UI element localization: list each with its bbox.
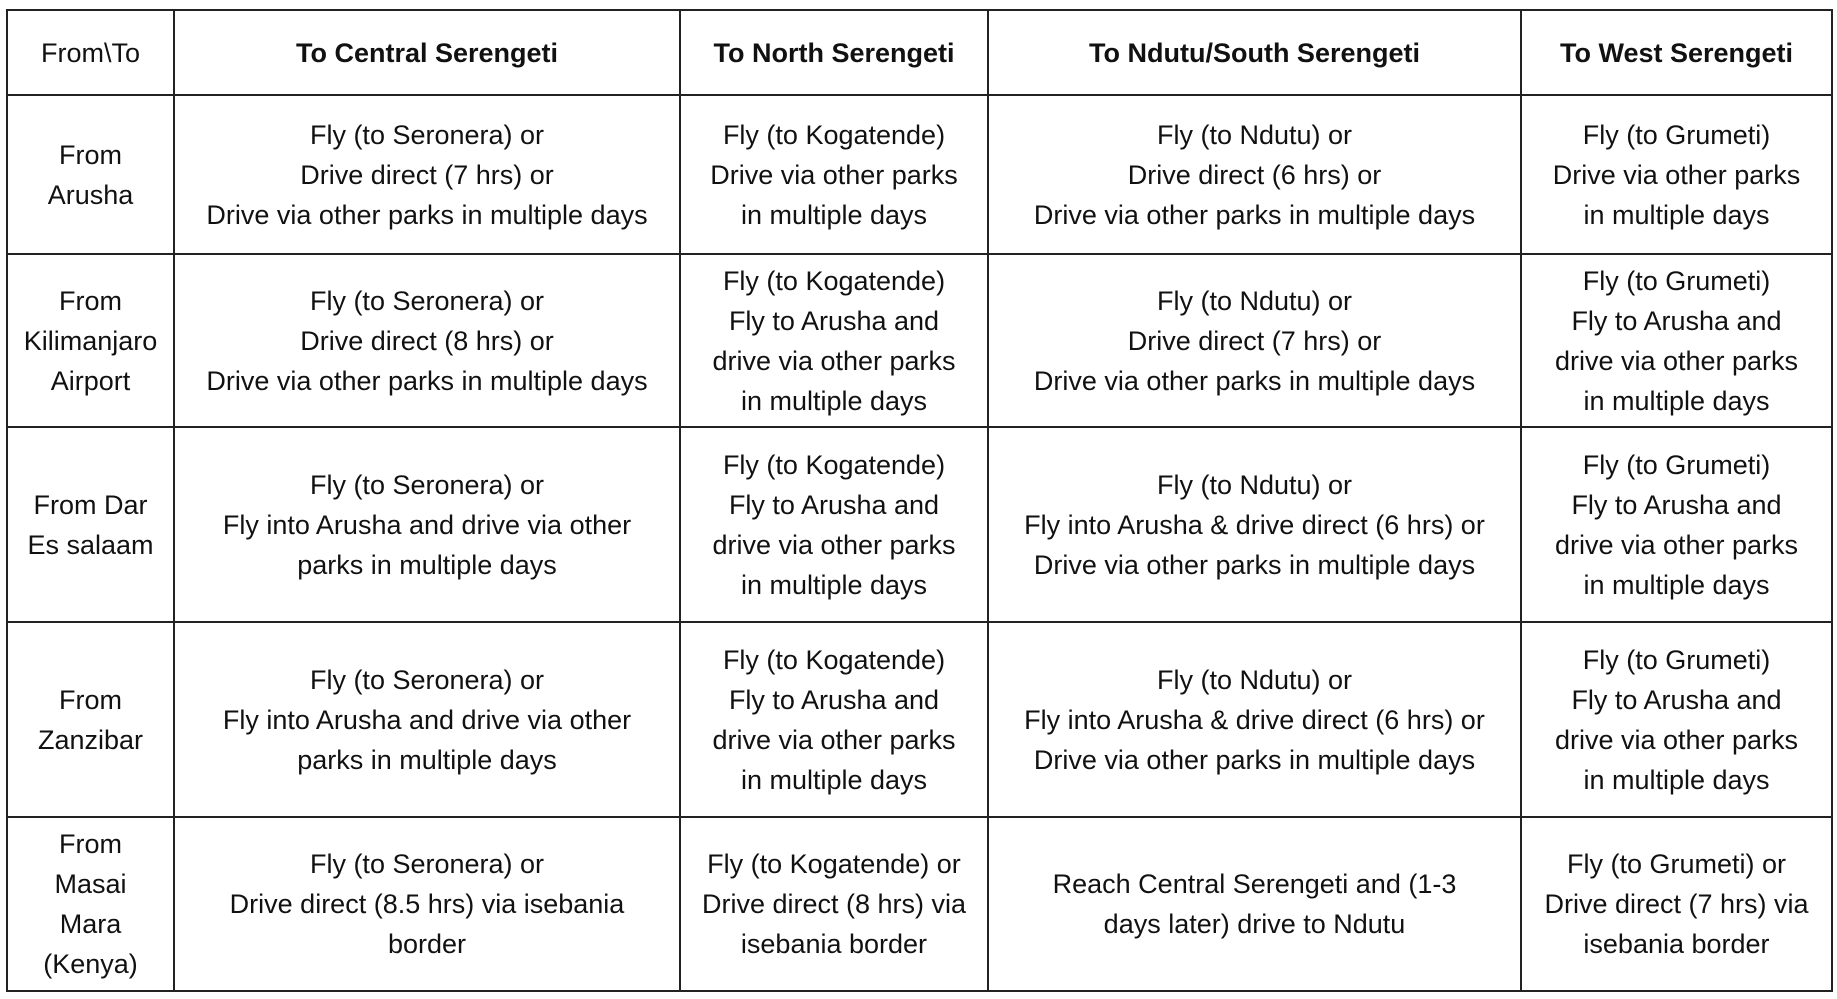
column-header: To Ndutu/South Serengeti bbox=[988, 10, 1521, 95]
column-header: To West Serengeti bbox=[1521, 10, 1832, 95]
row-header bbox=[7, 254, 174, 427]
cell-line: in multiple days bbox=[1583, 764, 1770, 795]
table-cell bbox=[680, 95, 988, 254]
table-cell bbox=[174, 254, 680, 427]
cell-line: drive via other parks bbox=[712, 724, 956, 755]
cell-line: in multiple days bbox=[740, 764, 928, 795]
cell-line: Fly (to Grumeti) or bbox=[1566, 849, 1787, 879]
cell-line: Fly (to Ndutu) or bbox=[1156, 285, 1353, 316]
cell-line: Fly (to Seronera) or bbox=[309, 849, 545, 879]
table-cell bbox=[680, 254, 988, 427]
row-header bbox=[7, 622, 174, 817]
table-cell bbox=[174, 427, 680, 622]
cell-line: Fly (to Seronera) or bbox=[309, 469, 545, 500]
table-row bbox=[7, 427, 1832, 622]
table-cell bbox=[988, 817, 1521, 991]
table-cell bbox=[1521, 427, 1832, 622]
cell-line: From bbox=[59, 139, 122, 170]
cell-line: Fly (to Kogatende) bbox=[722, 644, 946, 675]
cell-line: in multiple days bbox=[1583, 199, 1770, 230]
cell-line: Drive via other parks in multiple days bbox=[1033, 549, 1476, 580]
cell-line: Airport bbox=[50, 365, 131, 396]
cell-line: (Kenya) bbox=[43, 949, 138, 979]
cell-line: Fly (to Kogatende) bbox=[722, 119, 946, 150]
cell-line: From bbox=[59, 684, 122, 715]
cell-line: Fly to Arusha and bbox=[728, 489, 940, 520]
cell-line: Kilimanjaro bbox=[23, 325, 158, 356]
cell-line: parks in multiple days bbox=[297, 549, 557, 580]
cell-line: days later) drive to Ndutu bbox=[1103, 909, 1406, 939]
cell-line: Es salaam bbox=[27, 529, 154, 560]
cell-line: Fly (to Ndutu) or bbox=[1156, 119, 1353, 150]
column-header: To North Serengeti bbox=[680, 10, 988, 95]
cell-line: Fly (to Seronera) or bbox=[309, 664, 545, 695]
table-row bbox=[7, 95, 1832, 254]
table-cell bbox=[988, 95, 1521, 254]
cell-line: Drive direct (7 hrs) or bbox=[300, 159, 554, 190]
cell-line: Drive via other parks bbox=[710, 159, 958, 190]
cell-line: Drive via other parks in multiple days bbox=[1033, 744, 1476, 775]
cell-line: Fly (to Seronera) or bbox=[309, 285, 545, 316]
cell-line: From bbox=[59, 285, 122, 316]
cell-line: drive via other parks bbox=[1554, 724, 1799, 755]
cell-line: Fly into Arusha & drive direct (6 hrs) or bbox=[1024, 704, 1485, 735]
table-row bbox=[7, 622, 1832, 817]
cell-line: Fly (to Seronera) or bbox=[309, 119, 545, 150]
header-row bbox=[7, 10, 1832, 95]
cell-line: Fly to Arusha and bbox=[1571, 684, 1782, 715]
cell-line: Drive via other parks in multiple days bbox=[206, 199, 648, 230]
cell-line: drive via other parks bbox=[1554, 345, 1799, 376]
column-header: To Central Serengeti bbox=[174, 10, 680, 95]
table-cell bbox=[1521, 254, 1832, 427]
cell-line: Fly (to Kogatende) bbox=[722, 265, 946, 296]
table-cell bbox=[1521, 817, 1832, 991]
table-cell bbox=[174, 95, 680, 254]
table-row bbox=[7, 817, 1832, 991]
cell-line: Drive direct (6 hrs) or bbox=[1127, 159, 1382, 190]
cell-line: Fly (to Ndutu) or bbox=[1156, 664, 1353, 695]
table-cell bbox=[680, 622, 988, 817]
cell-line: Fly (to Kogatende) bbox=[722, 449, 946, 480]
cell-line: Fly (to Grumeti) bbox=[1582, 644, 1771, 675]
table-cell bbox=[988, 427, 1521, 622]
table-cell bbox=[1521, 95, 1832, 254]
cell-line: Fly into Arusha and drive via other bbox=[222, 509, 632, 540]
cell-line: parks in multiple days bbox=[297, 744, 557, 775]
cell-line: border bbox=[387, 929, 467, 959]
cell-line: drive via other parks bbox=[712, 345, 956, 376]
table-row bbox=[7, 254, 1832, 427]
cell-line: Reach Central Serengeti and (1-3 bbox=[1052, 869, 1457, 899]
table-cell bbox=[174, 622, 680, 817]
row-header bbox=[7, 95, 174, 254]
cell-line: Drive direct (8.5 hrs) via isebania bbox=[229, 889, 625, 919]
row-header bbox=[7, 427, 174, 622]
cell-line: Drive via other parks bbox=[1552, 159, 1801, 190]
cell-line: Drive direct (8 hrs) via bbox=[701, 889, 967, 919]
cell-line: Drive direct (8 hrs) or bbox=[300, 325, 554, 356]
cell-line: Fly (to Grumeti) bbox=[1582, 119, 1771, 150]
cell-line: Fly to Arusha and bbox=[1571, 489, 1782, 520]
cell-line: Fly into Arusha and drive via other bbox=[222, 704, 632, 735]
cell-line: Fly to Arusha and bbox=[728, 684, 940, 715]
cell-line: in multiple days bbox=[1583, 569, 1770, 600]
cell-line: Fly into Arusha & drive direct (6 hrs) or bbox=[1024, 509, 1485, 540]
cell-line: Masai bbox=[54, 869, 127, 899]
cell-line: Drive via other parks in multiple days bbox=[1033, 199, 1476, 230]
cell-line: Fly to Arusha and bbox=[1571, 305, 1782, 336]
cell-line: in multiple days bbox=[740, 199, 928, 230]
table-cell bbox=[1521, 622, 1832, 817]
cell-line: Drive via other parks in multiple days bbox=[206, 365, 648, 396]
cell-line: From Dar bbox=[33, 489, 148, 520]
cell-line: in multiple days bbox=[1583, 385, 1770, 416]
cell-line: isebania border bbox=[740, 929, 928, 959]
cell-line: Fly to Arusha and bbox=[728, 305, 940, 336]
table-cell bbox=[988, 622, 1521, 817]
cell-line: isebania border bbox=[1583, 929, 1770, 959]
cell-line: Zanzibar bbox=[37, 724, 144, 755]
cell-line: Fly (to Ndutu) or bbox=[1156, 469, 1353, 500]
cell-line: Mara bbox=[59, 909, 122, 939]
travel-options-table bbox=[6, 9, 1833, 992]
table-cell bbox=[680, 427, 988, 622]
cell-line: drive via other parks bbox=[712, 529, 956, 560]
table-cell bbox=[988, 254, 1521, 427]
cell-line: Drive direct (7 hrs) via bbox=[1544, 889, 1809, 919]
cell-line: Fly (to Grumeti) bbox=[1582, 265, 1771, 296]
cell-line: drive via other parks bbox=[1554, 529, 1799, 560]
corner-header: From\To bbox=[7, 10, 174, 95]
cell-line: Fly (to Grumeti) bbox=[1582, 449, 1771, 480]
row-header bbox=[7, 817, 174, 991]
table-cell bbox=[174, 817, 680, 991]
table-cell bbox=[680, 817, 988, 991]
cell-line: Drive direct (7 hrs) or bbox=[1127, 325, 1382, 356]
cell-line: Arusha bbox=[47, 179, 134, 210]
cell-line: in multiple days bbox=[740, 569, 928, 600]
cell-line: in multiple days bbox=[740, 385, 928, 416]
cell-line: From bbox=[59, 829, 122, 859]
cell-line: Fly (to Kogatende) or bbox=[707, 849, 961, 879]
cell-line: Drive via other parks in multiple days bbox=[1033, 365, 1476, 396]
